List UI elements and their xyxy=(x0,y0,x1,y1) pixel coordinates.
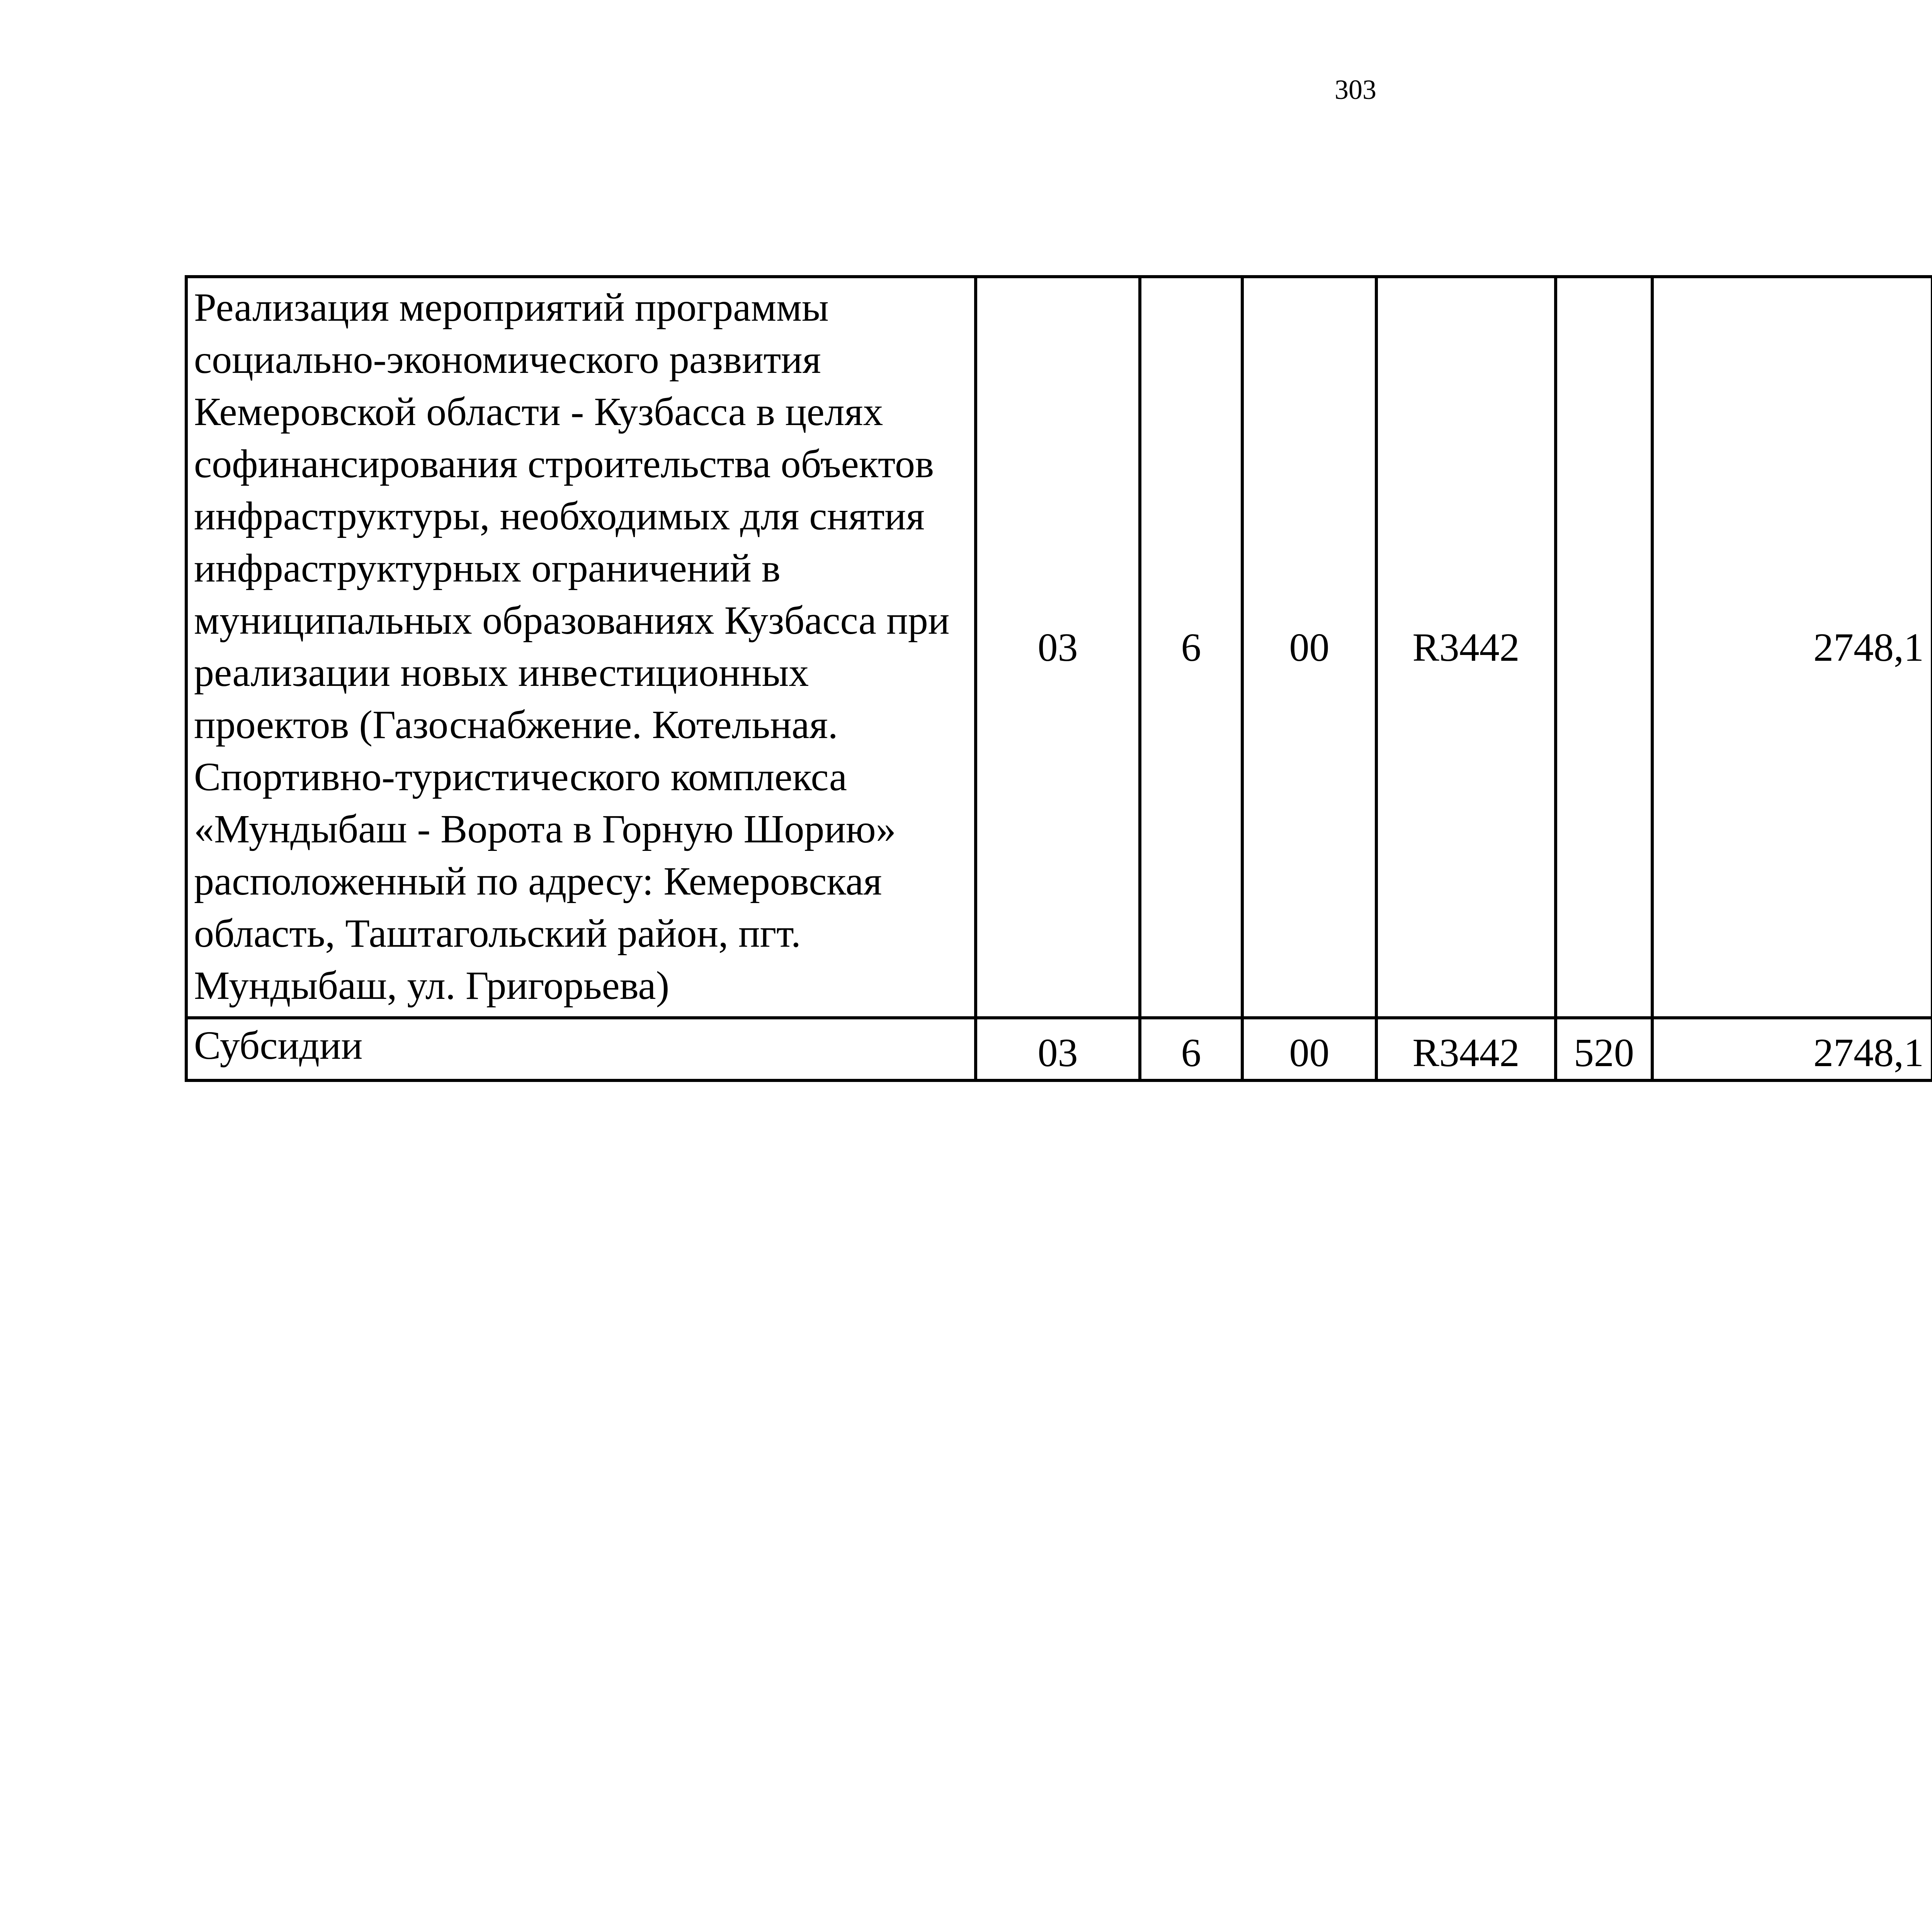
subprogram-code: 00 xyxy=(1242,277,1376,1018)
expense-type-code: 520 xyxy=(1556,1018,1652,1080)
amount-cell: 2748,1 xyxy=(1652,277,1932,1018)
table-row xyxy=(186,277,1932,1018)
program-code: 6 xyxy=(1140,1018,1242,1080)
direction-code: R3442 xyxy=(1376,277,1556,1018)
subprogram-code: 00 xyxy=(1242,1018,1376,1080)
row-description: Субсидии xyxy=(186,1018,976,1080)
budget-table xyxy=(185,275,1932,1082)
expense-type-code xyxy=(1556,277,1652,1018)
program-code: 6 xyxy=(1140,277,1242,1018)
row-description: Реализация мероприятий программы социально-экономического развития Кемеровской области - Кузбасса в целях софинансирования строительства объектов инфраструктуры, необходимых для снятия инфраструктурных ограничений в муниципальных образованиях Кузбасса при реализации новых инвестиционных проектов (Газоснабжение. Котельная. Спортивно-туристического комплекса «Мундыбаш - Ворота в Горную Шорию» расположенный по адресу: Кемеровская область, Таштагольский район, пгт. Мундыбаш, ул. Григорьева) xyxy=(186,277,976,1018)
amount-cell: 2748,1 xyxy=(1652,1018,1932,1080)
section-code: 03 xyxy=(976,1018,1140,1080)
direction-code: R3442 xyxy=(1376,1018,1556,1080)
section-code: 03 xyxy=(976,277,1140,1018)
page-number: 303 xyxy=(1335,74,1376,105)
table-row xyxy=(186,1018,1932,1080)
